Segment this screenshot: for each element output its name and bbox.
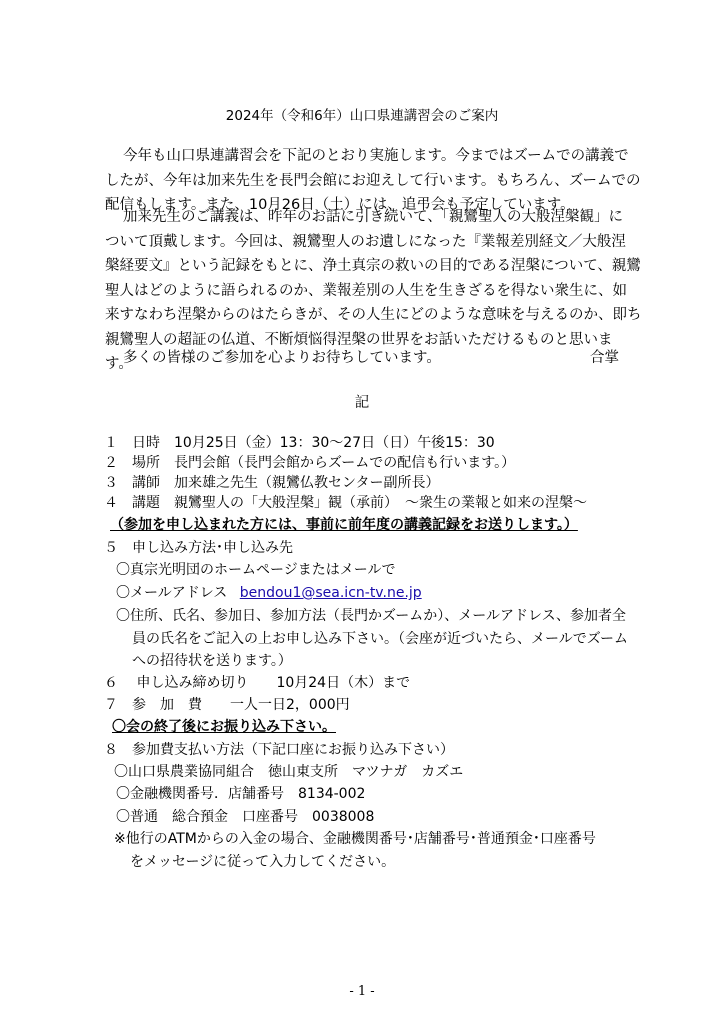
intro-line: したが、今年は加来先生を長門会館にお迎えして行います。もちろん、ズームでの [105,172,641,189]
payment-atm-note: ※他行のATMからの入金の場合、金融機関番号･店舗番号･普通預金･口座番号 [114,831,596,847]
closing-text: 多くの皆様のご参加を心よりお待ちしています。 [123,350,441,366]
intro-line: 親鸞聖人の超証の仏道、不断煩悩得涅槃の世界をお話いただけるものと思いま [105,331,613,348]
application-email [116,582,422,602]
item-venue: ２ 場所 長門会館（長門会館からズームでの配信も行います。） [104,455,516,471]
payment-bank: 〇山口県農業協同組合 徳山東支所 マツナガ カズエ [114,764,464,780]
application-instructions-cont: 員の氏名をご記入の上お申し込み下さい。（会座が近づいたら、メールでズーム [132,631,629,647]
email-label: 〇メールアドレス [116,585,228,601]
ki-heading: 記 [354,395,370,411]
intro-line: す。 [105,356,133,372]
payment-atm-note-cont: をメッセージに従って入力してください。 [130,854,396,870]
item-fee: ７ 参 加 費 一人一日2，000円 [104,697,350,713]
item-topic-note: （参加を申し込まれた方には、事前に前年度の講義記録をお送りします。） [110,517,578,533]
application-instructions-cont: への招待状を送ります。） [132,653,292,669]
intro-line: 槃経要文』という記録をもとに、浄土真宗の救いの目的である涅槃について、親鸞 [105,258,641,274]
page-number: - 1 - [349,984,375,999]
email-link[interactable]: bendou1@sea.icn-tv.ne.jp [239,585,422,601]
gassho-sign: 合掌 [590,350,619,366]
intro-line: 聖人はどのように語られるのか、業報差別の人生を生きざるを得ない衆生に、如 [105,282,627,299]
application-homepage: 〇真宗光明団のホームページまたはメールで [116,562,396,578]
intro-line: 加来先生のご講義は、昨年のお話に引き続いて、「親鸞聖人の大般涅槃観」に [123,209,623,225]
intro-line: 今年も山口県連講習会を下記のとおり実施します。今まではズームでの講義で [123,148,629,164]
item-lecturer: ３ 講師 加来雄之先生（親鸞仏教センター副所長） [104,475,440,491]
page-title: 2024年（令和6年）山口県連講習会のご案内 [225,108,499,124]
item-date: １ 日時 10月25日（金）13：30～27日（日）午後15：30 [104,435,495,451]
intro-line: 来すなわち涅槃からのはたらきが、その人生にどのような意味を与えるのか、即ち [105,307,642,323]
payment-account-number: 〇普通 総合預金 口座番号 0038008 [116,809,375,825]
intro-line: 配信もします。また、10月26日（土）には、追弔会も予定しています。 [105,197,575,213]
item-fee-note: 〇会の終了後にお振り込み下さい。 [112,719,336,735]
item-payment: ８ 参加費支払い方法（下記口座にお振り込み下さい） [104,742,454,758]
application-instructions: 〇住所、氏名、参加日、参加方法（長門かズームか）、メールアドレス、参加者全 [116,608,627,624]
item-deadline: ６ 申し込み締め切り 10月24日（木）まで [104,675,411,691]
item-topic: ４ 講題 親鸞聖人の「大般涅槃」観（承前） ～衆生の業報と如来の涅槃～ [104,495,587,511]
details-list [104,0,629,1024]
intro-line: ついて頂戴します。今回は、親鸞聖人のお遺しになった『業報差別経文／大般涅 [105,233,626,250]
payment-branch-number: 〇金融機関番号．店舗番号 8134-002 [116,786,366,802]
item-application: ５ 申し込み方法･申し込み先 [104,540,293,556]
